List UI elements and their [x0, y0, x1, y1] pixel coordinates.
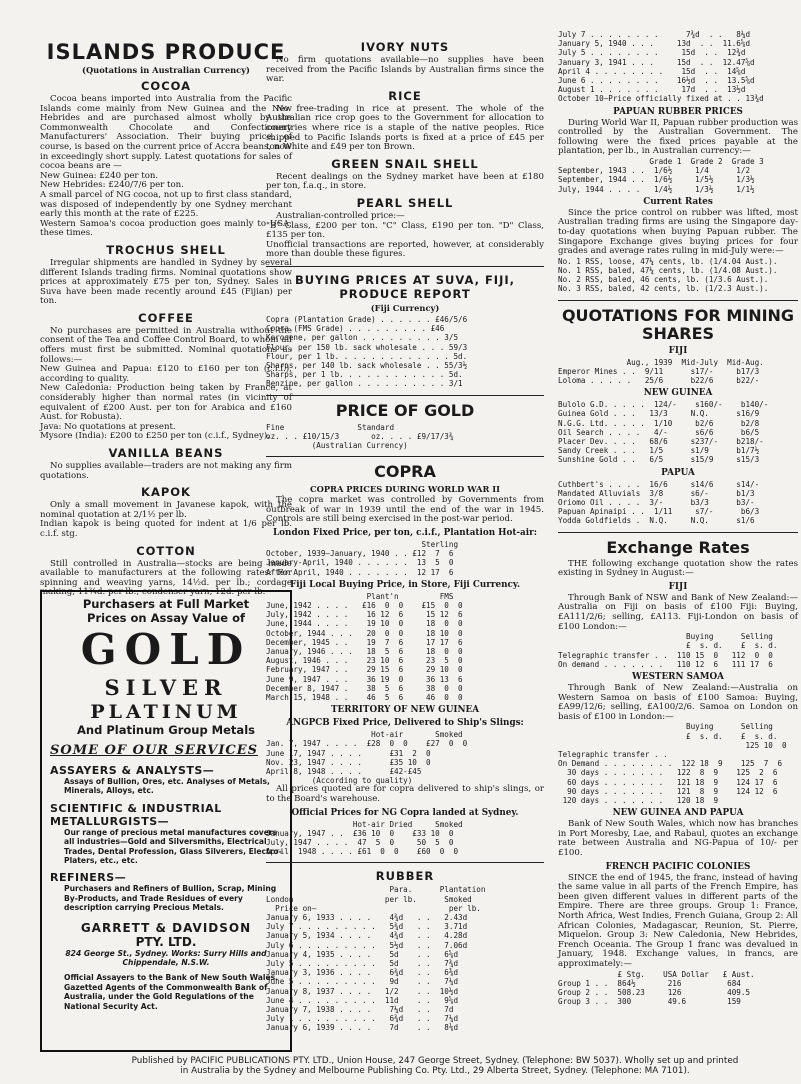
mining-ng-subheading: NEW GUINEA	[643, 388, 713, 399]
mining-ng-table: Bulolo G.D. . . . . 124/- s160/- b140/- Guinea Gold . . . 13/3 N.Q. s16/9 N.G.G. Ltd. . . . . 1/10 b2/6 b2/8 Oil Search . . . . 4/- s6/6 b6/5 Placer Dev. . . . 68/6 s237/- b218/- Sandy Creek . . . 1/5 s1/9 b1/7½ Sunshine Gold . . 6/5 s15/9 s15/3	[558, 400, 769, 465]
ex-fiji-table: Buying Selling £ s. d. £ s. d. Telegraphic transfer . . 110 15 0 112 0 0 On demand . . . . . . . 110 12 6 111 17 6	[558, 632, 778, 669]
ex-ngp-text: Bank of New South Wales, which now has branches in Port Moresby, Lae, and Rabaul, quotes an exchange rate between Australia and NG-Papua of 10/- per £100.	[558, 819, 798, 858]
mining-heading: QUOTATIONS FOR MINING SHARES	[561, 305, 795, 343]
rubber-table-continued: July 7 . . . . . . . . 7¾d . . 8¼d January 5, 1940 . . . 13d . . 11.6⅝d July 5 . . . . . . . . 15d . . 12¾d January 3, 1941 . . . 15d . . 12.47⅝d April 4 . . . . . . . . 15d . . 14⅝d June 6 . . . . . . . . 16½d . . 13.5⅝d August 1 . . . . . . . 17d . . 13½d October 10—Price officially fixed at . . 13¾d	[558, 30, 764, 104]
papuan-rubber-text: During World War II, Papuan rubber production was controlled by the Australian Government. The following were the fixed prices payable at the plantation, per lb., in Australian currency:—	[558, 117, 798, 157]
ng-copra-heading: Official Prices for NG Copra landed at Sydney.	[291, 807, 519, 818]
vanilla-text: No supplies available—traders are not making any firm quotations.	[40, 461, 292, 481]
divider	[266, 266, 544, 267]
ad-firm-suffix: PTY. LTD.	[135, 934, 197, 949]
divider	[558, 532, 798, 533]
rice-heading: RICE	[388, 88, 422, 103]
ex-ws-subheading: WESTERN SAMOA	[631, 672, 724, 683]
tng-subtitle: ANGPCB Fixed Price, Delivered to Ship's Slings:	[286, 718, 524, 729]
ex-ws-table: Buying Selling £ s. d. £ s. d. 125 10 0 Telegraphic transfer . . On Demand . . . . . . . . 122 18 9 125 7 6 30 days . . . . . . . 122 8 9 125 2 6 60 days . . . . . . . 121 18 9 124 17 6 90 days . . . . . . . 121 8 9 124 12 6 120 days . . . . . . . 120 18 9	[558, 722, 787, 806]
coffee-heading: COFFEE	[138, 310, 194, 325]
trochus-heading: TROCHUS SHELL	[106, 242, 226, 257]
current-rates-heading: Current Rates	[643, 196, 713, 207]
pearl-text: Australian-controlled price:— "B" Class, £200 per ton. "C" Class, £190 per ton. "D" Class, £135 per ton. Unofficial transactions are reported, however, at considerably more than double these figures.	[266, 210, 544, 260]
papuan-rubber-heading: PAPUAN RUBBER PRICES	[613, 106, 743, 117]
suva-subtitle: (Fiji Currency)	[370, 302, 440, 313]
ad-official-note: Official Assayers to the Bank of New South Wales. Gazetted Agents of the Commonwealth Bank of Australia, under the Gold Regulations of the National Security Act.	[64, 973, 279, 1011]
london-heading: London Fixed Price, per ton, c.i.f., Plantation Hot-air:	[273, 527, 537, 538]
mining-fiji-table: Aug., 1939 Mid-July Mid-Aug. Emperor Mines . . 9/11 s17/- b17/3 Loloma . . . . . 25/6 b22/6 b22/-	[558, 357, 764, 385]
column-right	[558, 30, 798, 1006]
mining-papua-subheading: PAPUA	[661, 467, 695, 478]
cotton-text: Still controlled in Australia—stocks are being made available to manufacturers at the following rates: For spinning and weaving yarns, 14½d. per lb.; cordage making, 11¾d. per lb.; condenser yarn, 12d. per lb.	[40, 558, 292, 598]
coffee-text: No purchases are permitted in Australia without the consent of the Tea and Coffee Control Board, to whom all offers must first be submitted. Nominal quotations as follows:— New Guinea and Papua: £120 to £160 per ton (c.i.f.), according to quality. New Caledonia: Production being taken by France, at considerably higher than normal rates (in vicinity of equivalent of £200 Aust. per ton for Arabica and £160 Aust. for Robusta). Java: No quotations at present. Mysore (India): £200 to £250 per ton (c.i.f., Sydney).	[40, 325, 292, 442]
gold-heading: PRICE OF GOLD	[335, 400, 475, 420]
cotton-heading: COTTON	[136, 543, 196, 558]
footer-line-1: Published by PACIFIC PUBLICATIONS PTY. LTD., Union House, 247 George Street, Sydney. (Telephone: BW 5037). Wholly set up and printed	[131, 1056, 739, 1066]
ex-ngp-subheading: NEW GUINEA AND PAPUA	[612, 808, 744, 819]
pearl-heading: PEARL SHELL	[356, 195, 454, 210]
ad-services-heading: SOME OF OUR SERVICES	[50, 743, 259, 758]
ad-gold: GOLD	[80, 625, 252, 674]
kapok-heading: KAPOK	[141, 485, 191, 500]
exchange-heading: Exchange Rates	[606, 537, 750, 557]
column-middle	[266, 30, 544, 1033]
mining-papua-table: Cuthbert's . . . . 16/6 s14/6 s14/- Mandated Alluvials 3/8 s6/- b1/3 Oriomo Oil . . . . 3/- b3/3 b3/- Papuan Apinaipi . . 1/11 s7/- b6/3 Yodda Goldfields . N.Q. N.Q. s1/6	[558, 479, 760, 526]
ng-copra-table: Hot-air Dried Smoked January, 1947 . . £36 10 0 £33 10 0 July, 1947 . . . . 47 5 0 50 5 0 April, 1948 . . . . £61 0 0 £60 0 0	[266, 819, 463, 857]
rice-text: No free-trading in rice at present. The whole of the Australian rice crop goes to the Government for allocation to countries where rice is a staple of the native peoples. Rice shipped to Pacific Islands ports is fixed at a price of £45 per ton White and £49 per ton Brown.	[266, 103, 544, 153]
ad-line-1: Purchasers at Full Market	[82, 597, 250, 611]
copra-heading: COPRA	[374, 462, 436, 482]
publisher-footer	[70, 1056, 800, 1076]
mining-fiji-subheading: FIJI	[668, 345, 688, 356]
current-rates-text: Since the price control on rubber was lifted, most Australian trading firms are using the Singapore day-to-day quotations when buying Papuan rubber. The Singapore Exchange gives buying prices for four grades and average rates ruling in mid-July were:—	[558, 207, 798, 257]
ex-fiji-text: Through Bank of NSW and Bank of New Zealand:—Australia on Fiji on basis of £100 Fiji: Buying, £A111/2/6; selling, £A113. Fiji-London on basis of £100 London:—	[558, 592, 798, 632]
tng-table: Hot-air Smoked Jan. 7, 1947 . . . . £28 0 0 £27 0 0 June 17, 1947 . . . . £31 2 0 Nov. 23, 1947 . . . . £35 10 0 April 8, 1948 . . . . £42-£45 (According to quality)	[266, 730, 468, 786]
ad-service-3-heading: REFINERS—	[50, 871, 127, 885]
fiji-local-heading: Fiji Local Buying Price, in Store, Fiji Currency.	[289, 579, 521, 590]
footer-line-2: in Australia by the Sydney and Melbourne Publishing Co. Pty. Ltd., 29 Alberta Street, Sydney. (Telephone: MA 7101).	[180, 1066, 690, 1076]
cocoa-text: Cocoa beans imported into Australia from the Pacific Islands come mainly from New Guinea and the New Hebrides and are purchased almost wholly by the Commonwealth Chocolate and Confectionery Manufacturers' Association. Their buying price, of course, is based on the current price of Accra beans, now in exceedingly short supply. Latest quotations for sales of cocoa beans are — New Guinea: £240 per ton. New Hebrides: £240/7/6 per ton. A small parcel of NG cocoa, not up to first class standard, was disposed of independently by one Sydney merchant early this month at the rate of £225. Western Samoa's cocoa production goes mainly to USA, these times.	[40, 94, 292, 239]
divider	[266, 456, 544, 457]
ad-platinum-group: And Platinum Group Metals	[77, 723, 255, 737]
tng-heading: TERRITORY OF NEW GUINEA	[330, 705, 480, 716]
divider	[266, 395, 544, 396]
rubber-heading: RUBBER	[375, 869, 435, 884]
ad-address: 824 George St., Sydney. Works: Surry Hills and Chippendale, N.S.W.	[65, 948, 267, 967]
ex-ws-text: Through Bank of New Zealand:—Australia on Western Samoa on basis of £100 Samoa: Buying, £A99/12/6; selling, £A100/2/6. Samoa on London on basis of £100 in London:—	[558, 683, 798, 722]
copra-subtitle: COPRA PRICES DURING WORLD WAR II	[309, 484, 500, 495]
divider	[558, 300, 798, 301]
ad-service-3-body: Purchasers and Refiners of Bullion, Scrap, Mining By-Products, and Trade Residues of every description carrying Precious Metals.	[64, 884, 277, 913]
ad-platinum: PLATINUM	[90, 701, 242, 723]
fiji-local-table: Plant'n FMS June, 1942 . . . . £16 0 0 £15 0 0 July, 1942 . . . . 16 12 6 15 12 6 June, 1944 . . . . 19 10 0 18 0 0 October, 1944 . . . 20 0 0 18 10 0 December, 1945 . . 19 7 6 17 17 6 January, 1946 . . . 18 5 6 18 0 0 August, 1946 . . . 23 10 6 23 5 0 February, 1947 . . 29 15 6 29 10 0 June 9, 1947 . . . 36 19 0 36 13 6 December 8, 1947 . 38 5 6 38 0 0 March 15, 1948 . . 46 5 6 46 0 0	[266, 591, 463, 702]
ad-service-2-body: Our range of precious metal manufactures covers all industries—Gold and Silversmiths, Electrical Trades, Dental Profession, Glass Silverers, Electro-Platers, etc., etc.	[64, 827, 282, 866]
ad-silver: SILVER	[104, 675, 228, 700]
divider	[266, 862, 544, 863]
papuan-rubber-table: Grade 1 Grade 2 Grade 3 September, 1943 . . 1/6½ 1/4 1/2 September, 1944 . . 1/6½ 1/5½ 1/3½ July, 1944 . . . . 1/4½ 1/3½ 1/1½	[558, 157, 764, 194]
ad-firm-name: GARRETT & DAVIDSON	[80, 920, 252, 935]
suva-heading: BUYING PRICES AT SUVA, FIJI, PRODUCE REPORT	[294, 272, 516, 301]
ex-fiji-subheading: FIJI	[668, 581, 688, 592]
ad-service-1-body: Assays of Bullion, Ores, etc. Analyses of Metals, Minerals, Alloys, etc.	[64, 777, 270, 796]
ex-fpc-text: SINCE the end of 1945, the franc, instead of having the same value in all parts of the French Empire, has been given different values in different parts of the Empire. There are three groups. Group 1: France, North Africa, West Indies, French Guiana, Group 2: All African Colonies, Madagascar, Reunion, St. Pierre, Miquelon. Group 3: New Caledonia, New Hebrides, French Oceania. The Group 1 franc was devalued in January, 1948. Exchange values, in francs, are approximately:—	[558, 872, 798, 969]
snail-heading: GREEN SNAIL SHELL	[331, 156, 479, 171]
ad-service-1-heading: ASSAYERS & ANALYSTS—	[50, 764, 215, 777]
ad-line-2: Prices on Assay Value of	[87, 611, 245, 625]
gold-table: Fine Standard oz. . . £10/15/3 oz. . . . £9/17/3¾ (Australian Currency)	[266, 422, 454, 450]
tng-text: All prices quoted are for copra delivered to ship's slings, or to the Board's warehouse.	[266, 784, 544, 804]
kapok-text: Only a small movement in Javanese kapok, with the nominal quotation at 2/1½ per lb. Indian kapok is being quoted for indent at 1/6 per lb. c.i.f. stg.	[40, 500, 292, 539]
vanilla-heading: VANILLA BEANS	[108, 446, 224, 460]
advertisement-box	[40, 590, 292, 1052]
copra-text: The copra market was controlled by Governments from outbreak of war in 1939 until the end of the war in 1945. Controls are still being exercised in the post-war period.	[266, 495, 544, 525]
ivory-text: No firm quotations available—no supplies have been received from the Pacific Islands by Australian firms since the war.	[266, 55, 544, 85]
rubber-table: Para. Plantation London per lb. Smoked Price on— per lb. January 6, 1933 . . . . 4¾d . . 2.43d July 7 . . . . . . . . . 5¾d . . 3.71d January 5, 1934 . . . . 4¾d . . 4.28d July 6 . . . . . . . . . 5½d . . 7.06d January 4, 1935 . . . . 5d . . 6⅝d July 5 . . . . . . . . . 5d . . 7¾d January 3, 1936 . . . . 6¾d . . 6⅜d June 5 . . . . . . . . . 9d . . 7¼d January 8, 1937 . . . . 1/2 . . 10½d June 4 . . . . . . . . . 11d . . 9⅝d January 7, 1938 . . . . 7¼d . . 7d July 1 . . . . . . . . . 6¾d . . 7¼d January 6, 1939 . . . . 7d . . 8⅛d	[266, 885, 486, 1033]
page-title: ISLANDS PRODUCE	[46, 40, 286, 64]
ivory-heading: IVORY NUTS	[360, 40, 450, 54]
suva-table: Copra (Plantation Grade) . . . . . . £46/5/6 Copra (FMS Grade) . . . . . . . . . £46 Kerosene, per gallon . . . . . . . . . 3/5 Flour, per 150 lb. sack wholesale . . . 59/3 Flour, per 1 lb. . . . . . . . . . . . . 5d. Sharps, per 140 lb. sack wholesale . . 55/3½ Sharps, per 1 lb. . . . . . . . . . . . 5d. Benzine, per gallon . . . . . . . . . . 3/1	[266, 314, 468, 389]
cocoa-heading: COCOA	[140, 79, 192, 93]
london-table: Sterling October, 1939—January, 1940 . . £12 7 6 January-April, 1940 . . . . . . 13 5 0 After April, 1940 . . . . . . . 12 17 6	[266, 539, 459, 577]
trochus-text: Irregular shipments are handled in Sydney by several different Islands trading firms. Nominal quotations show prices at approximately £75 per ton, Sydney. Sales in Suva have been made recently around £45 (Fijian) per ton.	[40, 257, 292, 307]
page-subtitle: (Quotations in Australian Currency)	[82, 65, 250, 75]
exchange-text: THE following exchange quotation show the rates existing in Sydney in August:—	[558, 558, 798, 579]
ad-service-2-heading: SCIENTIFIC & INDUSTRIAL METALLURGISTS—	[50, 801, 222, 828]
snail-text: Recent dealings on the Sydney market have been at £180 per ton, f.a.q., in store.	[266, 171, 544, 192]
column-left	[40, 30, 292, 598]
ex-fpc-table: £ Stg. USA Dollar £ Aust. Group 1 . . 864½ 216 684 Group 2 . . 508.23 126 409.5 Group 3 . . 300 49.6 159	[558, 969, 755, 1007]
current-rates-list: No. 1 RSS, loose, 47¼ cents, lb. (1/4.04 Aust.). No. 1 RSS, baled, 47¼ cents, lb. (1/4.08 Aust.). No. 2 RSS, baled, 46 cents, lb. (1/3.6 Aust.). No. 3 RSS, baled, 42 cents, lb. (1/2.3 Aust.).	[558, 256, 778, 294]
ex-fpc-subheading: FRENCH PACIFIC COLONIES	[605, 861, 751, 872]
